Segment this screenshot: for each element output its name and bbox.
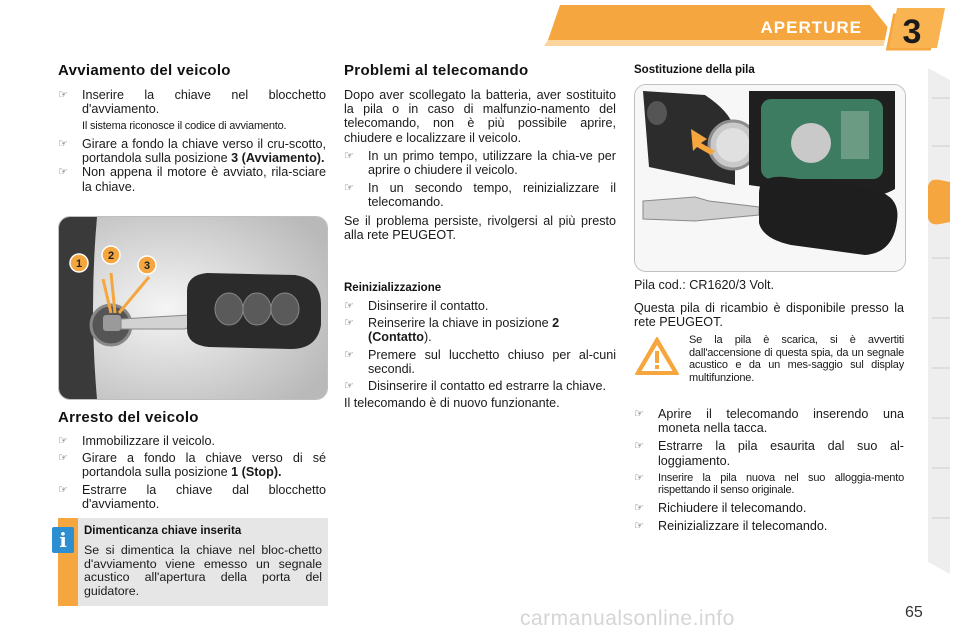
battery-warning-text: Se la pila è scarica, si è avvertiti dall'accensione di questa spia, da un segnale acustico e da un mes-saggio sul display multifunzione. bbox=[689, 334, 904, 384]
info-icon: i bbox=[52, 527, 74, 553]
start-step-turn-key-text: Girare a fondo la chiave verso il cru-scotto, portandola sulla posizione bbox=[82, 136, 326, 166]
stop-heading: Arresto del veicolo bbox=[58, 409, 199, 426]
start-step-insert-key: ☞ Inserire la chiave nel blocchetto d'avviamento. bbox=[58, 88, 326, 116]
start-note: Il sistema riconosce il codice di avviamento. bbox=[82, 120, 287, 133]
info-title: Dimenticanza chiave inserita bbox=[84, 525, 242, 537]
start-heading: Avviamento del veicolo bbox=[58, 62, 231, 79]
start-step-turn-key bbox=[58, 137, 326, 165]
stop-step-turn-key bbox=[58, 451, 326, 479]
start-instructions bbox=[58, 88, 326, 194]
reinit-step-1: ☞ Disinserire il contatto. bbox=[344, 299, 616, 313]
battery-step-2: ☞ Estrarre la pila esaurita dal suo al-loggiamento. bbox=[634, 439, 904, 467]
remote-problems-heading: Problemi al telecomando bbox=[344, 62, 529, 79]
reinit-step-2-contact: (Contatto bbox=[368, 330, 424, 345]
reinit-section bbox=[344, 299, 616, 410]
reinit-final: Il telecomando è di nuovo funzionante. bbox=[344, 396, 560, 411]
remote-problems-step-reinit: ☞ In un secondo tempo, reinizializzare il telecomando. bbox=[344, 181, 616, 209]
reinit-heading: Reinizializzazione bbox=[344, 282, 442, 294]
stop-instructions bbox=[58, 434, 326, 511]
info-box bbox=[58, 518, 328, 606]
remote-problems-section bbox=[344, 88, 616, 242]
remote-battery-illustration bbox=[635, 85, 905, 271]
battery-step-3: ☞ Inserire la pila nuova nel suo alloggia-mento rispettando il senso originale. bbox=[634, 472, 904, 497]
reinit-step-2-position: 2 bbox=[552, 316, 560, 331]
battery-code: Pila cod.: CR1620/3 Volt. bbox=[634, 278, 775, 292]
position-start-label: 3 (Avviamento). bbox=[231, 151, 325, 166]
remote-problems-after: Se il problema persiste, rivolgersi al più presto alla rete PEUGEOT. bbox=[344, 213, 616, 242]
ignition-illustration bbox=[59, 217, 327, 399]
chapter-title: APERTURE bbox=[760, 18, 862, 37]
stop-step-immobilize: ☞ Immobilizzare il veicolo. bbox=[58, 434, 326, 448]
reinit-step-4: ☞ Disinserire il contatto ed estrarre la chiave. bbox=[344, 379, 616, 393]
info-text: Se si dimentica la chiave nel bloc-chetto d'avviamento viene emesso un segnale acustico all'apertura della porta del guidatore. bbox=[84, 543, 322, 598]
reinit-step-2-text: Reinserire la chiave in posizione bbox=[368, 316, 553, 331]
ignition-position-2: 2 bbox=[107, 250, 115, 262]
position-stop-label: 1 (Stop). bbox=[231, 465, 282, 480]
battery-step-1: ☞ Aprire il telecomando inserendo una moneta nella tacca. bbox=[634, 407, 904, 435]
chapter-number: 3 bbox=[902, 13, 922, 51]
battery-photo bbox=[634, 84, 906, 272]
reinit-step-2 bbox=[344, 316, 616, 344]
remote-problems-intro: Dopo aver scollegato la batteria, aver sostituito la pila o in caso di malfunzio-namento del telecomando, non è più possibile aprire, chiudere e localizzare il veicolo. bbox=[344, 88, 616, 145]
battery-steps bbox=[634, 407, 904, 533]
warning-icon bbox=[634, 336, 680, 376]
remote-problems-step-key: ☞ In un primo tempo, utilizzare la chia-ve per aprire o chiudere il veicolo. bbox=[344, 149, 616, 177]
reinit-step-2-end: ). bbox=[423, 330, 432, 345]
start-step-release-key: ☞ Non appena il motore è avviato, rila-sciare la chiave. bbox=[58, 165, 326, 193]
battery-step-5: ☞ Reinizializzare il telecomando. bbox=[634, 519, 904, 533]
battery-availability: Questa pila di ricambio è disponibile presso la rete PEUGEOT. bbox=[634, 301, 904, 330]
ignition-photo bbox=[58, 216, 328, 400]
battery-step-4: ☞ Richiudere il telecomando. bbox=[634, 501, 904, 515]
page-number: 65 bbox=[905, 604, 923, 621]
stop-step-turn-key-text: Girare a fondo la chiave verso di sé portandola sulla posizione bbox=[82, 451, 326, 480]
chapter-tab-strip bbox=[928, 68, 950, 574]
ignition-position-1: 1 bbox=[75, 258, 83, 270]
watermark: carmanualsonline.info bbox=[520, 607, 735, 630]
stop-step-remove-key: ☞ Estrarre la chiave dal blocchetto d'avviamento. bbox=[58, 483, 326, 511]
battery-heading: Sostituzione della pila bbox=[634, 64, 755, 76]
reinit-step-3: ☞ Premere sul lucchetto chiuso per al-cuni secondi. bbox=[344, 348, 616, 376]
ignition-position-3: 3 bbox=[143, 260, 151, 272]
